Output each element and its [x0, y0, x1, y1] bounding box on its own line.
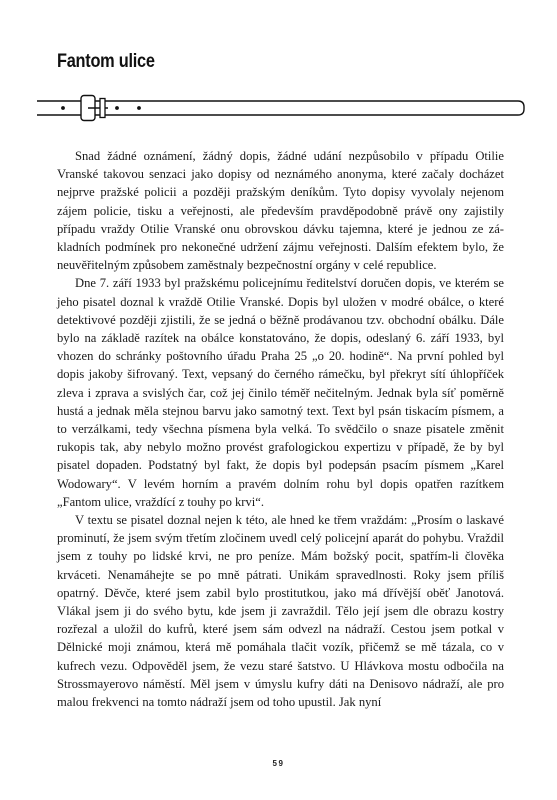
chapter-title: Fantom ulice: [57, 51, 155, 72]
belt-hole: [115, 106, 119, 110]
page-number: 59: [272, 759, 285, 768]
paragraph: Dne 7. září 1933 byl pražskému policejnímu ředitelství doručen dopis, ve kterém se jeho pisatel doznal k vraždě Otilie Vranské. Dopis byl uložen v modré obálce, o které detektivové později zjistili, že se jedná o běžně prodávanou tzv. obchodní obálku. Dále bylo na základě razítek na obálce konstatováno, že dopis, odeslaný 6. září 1933, byl vhozen do schránky poštovního úřadu Praha 25 „o 20. hodině“. Na první pohled byl dopis jakoby šifrovaný. Text, vepsaný do černého rámečku, byl překryt sítí úhlopříček zleva i zprava a svislých čar, což jej činilo téměř nečitelným. Jednak byla síť poměrně hustá a jednak měla stejnou barvu jako samotný text. Text byl psán tiskacím písmem, a to verzálkami, tedy všechna písmena byla velká. To svědčilo o snaze pisatele změnit rukopis tak, aby nebylo možno provést grafologickou expertizu v případě, že by byl pisatel dopaden. Podstatný byl fakt, že dopis byl podepsán psacím písmem „Karel Wodowary“. V levém horním a pravém dolním rohu byl dopis opatřen razítkem „Fantom ulice, vraždící z touhy po krvi“.: [57, 276, 504, 509]
paragraph: V textu se pisatel doznal nejen k této, ale hned ke třem vraždám: „Prosím o laskavé prominutí, že jsem svým třetím zločinem uvedl celý policejní aparát do pohybu. Vraždil jsem z touhy po lidské krvi, ne pro peníze. Mám božský pocit, spatřím-li člověka krváceti. Nenamáhejte se po mně pátrati. Unikám spravedlnosti. Roky jsem příliš opatrný. Děvče, které jsem zabil bylo prostitutkou, jako má dřívější oběť Janotová. Vlákal jsem ji do svého bytu, kde jsem ji zavraždil. Tělo její jsem dle obrazu kostry rozřezal a uložil do kufrů, které jsem sám odvezl na nádraží. Cestou jsem potkal v Dělnické moji známou, která mě pomáhala tlačit vozík, přičemž se mě tázala, co v kufrech vezu. Odpověděl jsem, že vezu staré šatstvo. U Hlávkova mostu odbočila na Strossmayerovo náměstí. Měl jsem v úmyslu kufry dáti na Denisovo nádraží, ale pro malou frekvenci na tomto nádraží jsem od toho upustil. Jak nyní: [57, 513, 504, 710]
body-text: [57, 147, 504, 711]
belt-hole: [61, 106, 65, 110]
paragraph: Snad žádné oznámení, žádný dopis, žádné udání nezpůsobilo v případu Otilie Vranské takovou senzaci jako dopisy od neznámého anonyma, které začaly docházet nejprve pražské policii a později pražským deníkům. Tyto dopisy vyvolaly nejenom zájem policie, tisku a veřejnosti, ale především pravděpodobně právě ony zajistily případu vraždy Otilie Vranské onu obrovskou dávku tajemna, které je jednou ze základních podmínek pro nekonečné udržení zájmu veřejnosti. Dalším efektem bylo, že neuvěřitelným způsobem zaměstnaly bezpečnostní orgány v celé republice.: [57, 149, 504, 273]
belt-hole: [137, 106, 141, 110]
belt-icon: [30, 90, 530, 126]
